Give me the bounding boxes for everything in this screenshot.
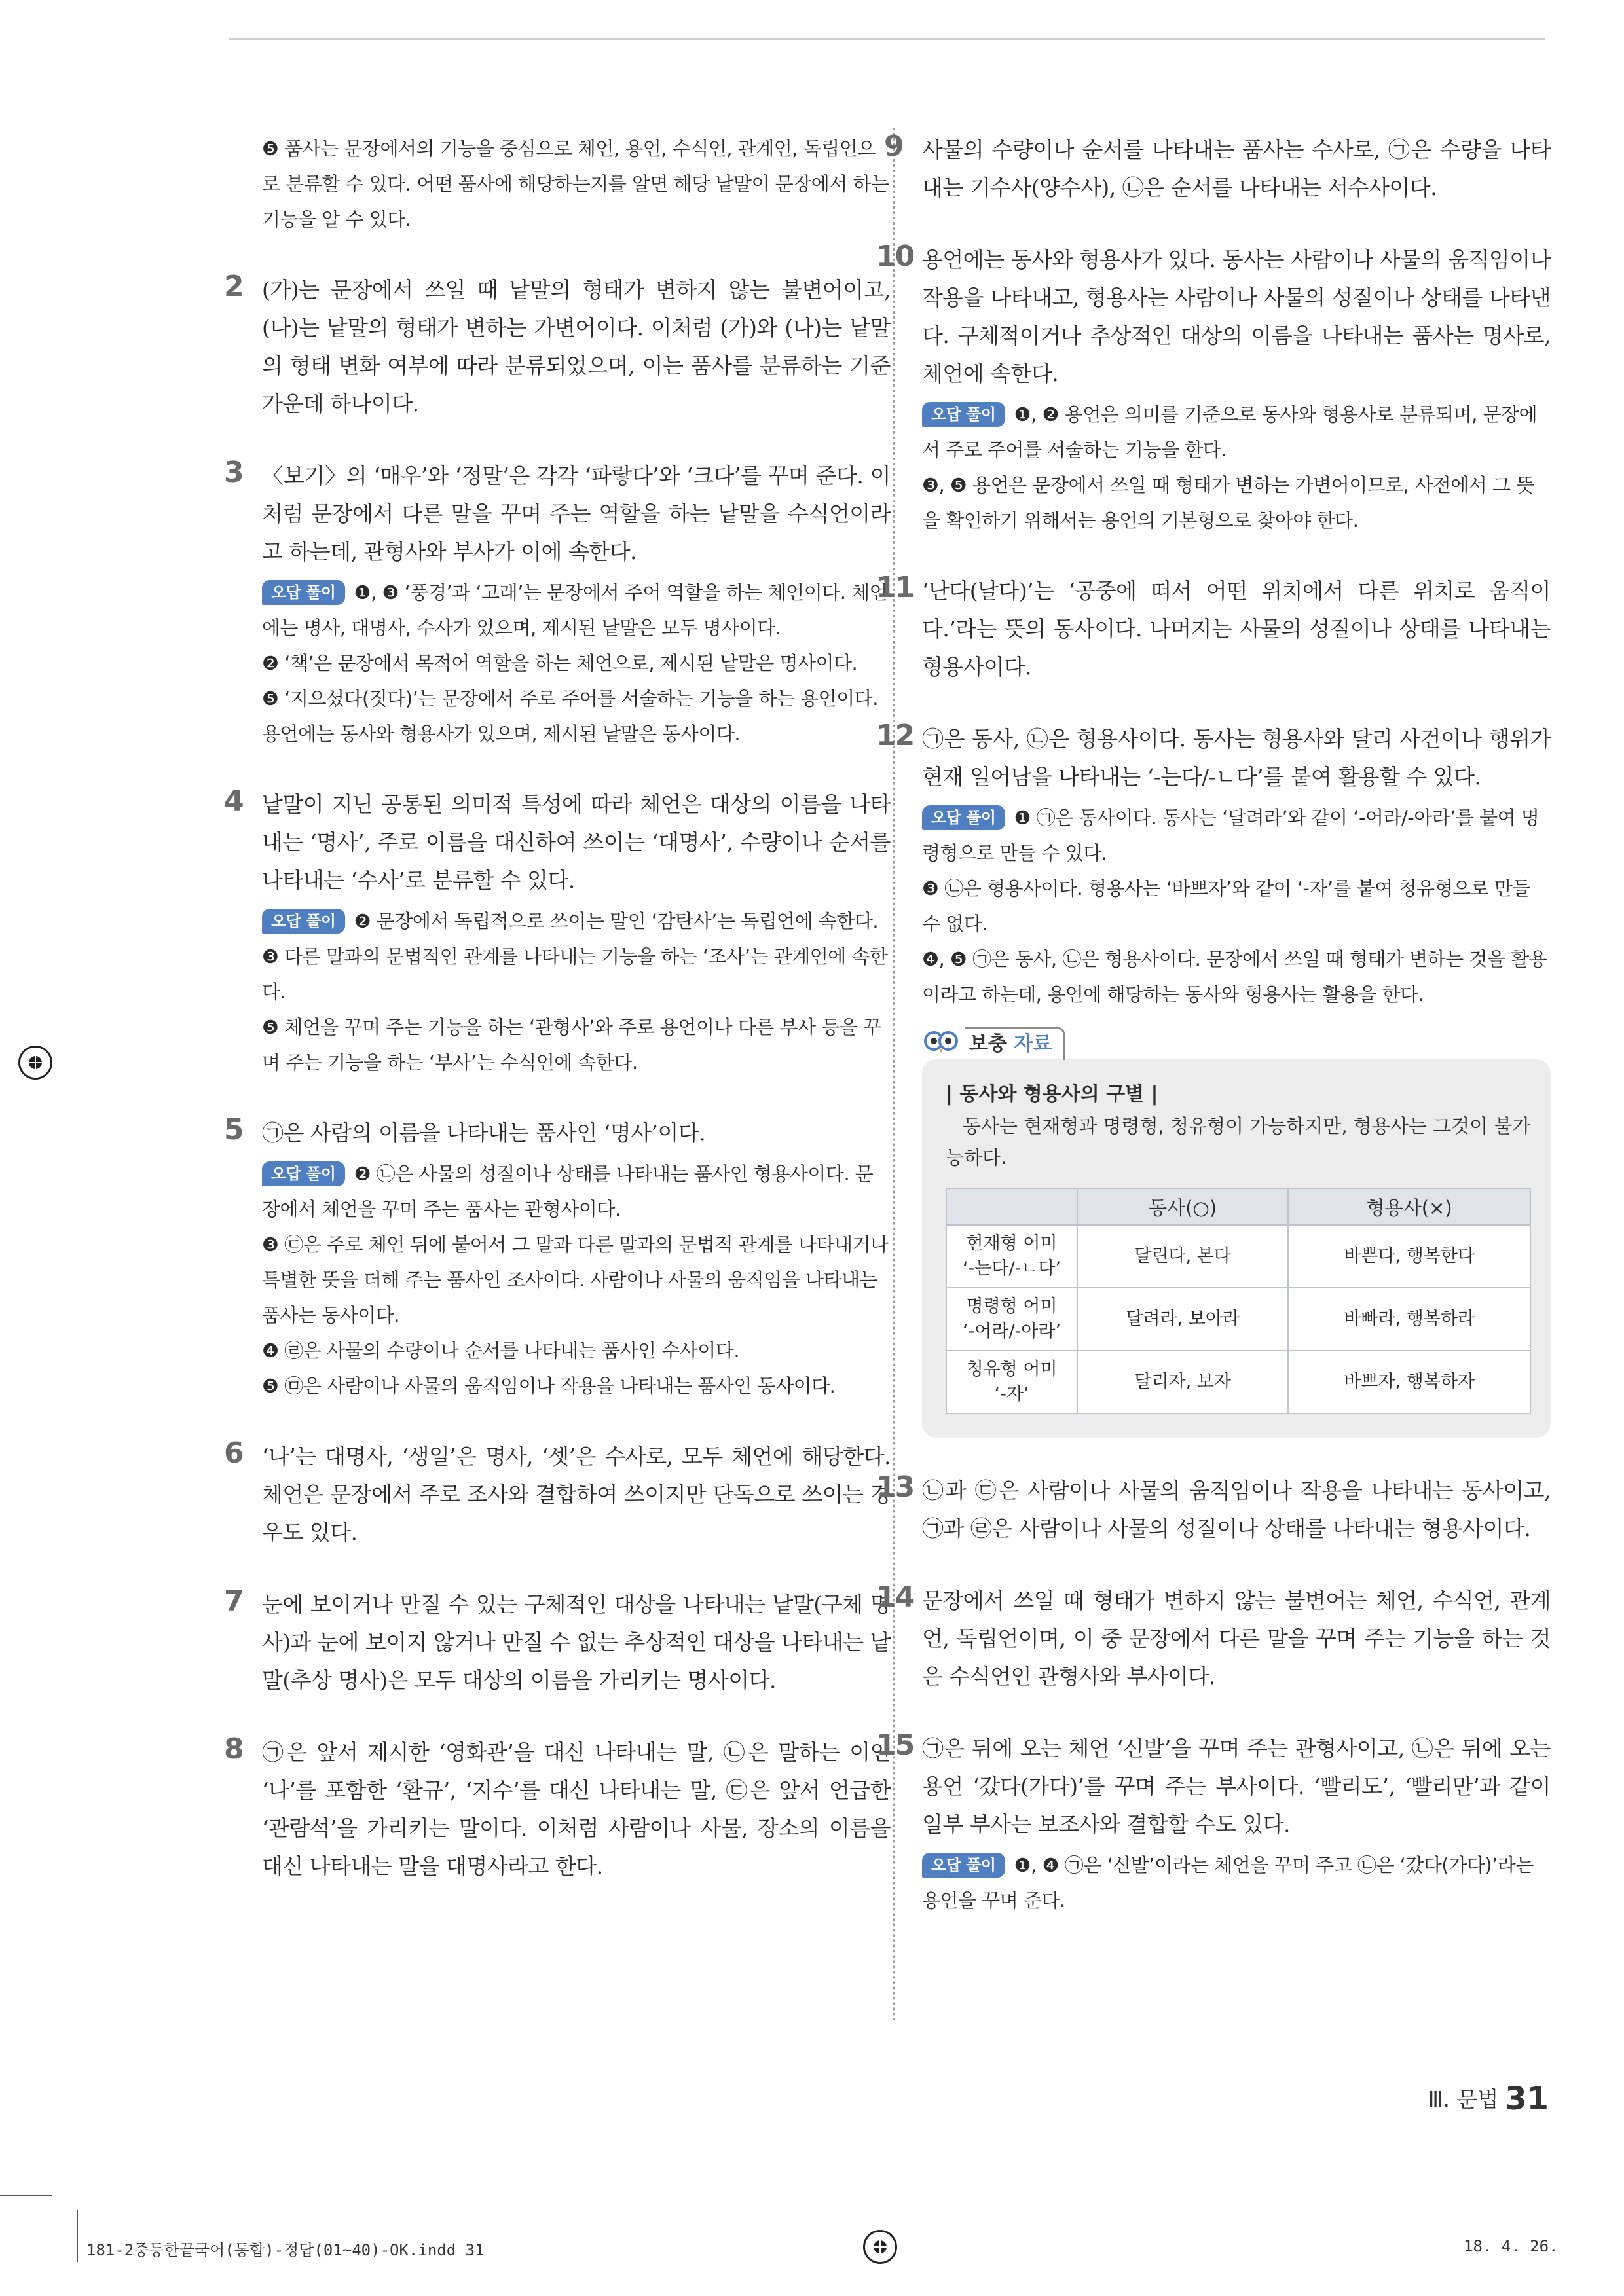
question-explanation: ㉠은 앞서 제시한 ‘영화관’을 대신 나타내는 말, ㉡은 말하는 이인 ‘나’를 포함한 ‘환규’, ‘지수’를 대신 나타내는 말, ㉢은 앞서 언급한 ‘관람석’을 가리키는 말이다. 이처럼 사람이나 사물, 장소의 이름을 대신 나타내는 말을 대명사라고 한다. [262, 1740, 891, 1879]
comparison-table [946, 1188, 1531, 1414]
row-header: 명령형 어미 ‘-어라/-아라’ [946, 1288, 1077, 1351]
question-2 [224, 270, 891, 423]
note-line: ❶ ㉠은 동사이다. 동사는 ‘달려라’와 같이 ‘-어라/-아라’를 붙여 명령형으로 만들 수 있다. [922, 807, 1540, 864]
note-line: ❶, ❷ 용언은 의미를 기준으로 동사와 형용사로 분류되며, 문장에서 주로 주어를 서술하는 기능을 한다. [922, 403, 1538, 461]
intro-answer: ❺ 품사는 문장에서의 기능을 중심으로 체언, 용언, 수식언, 관계언, 독립언으로 분류할 수 있다. 어떤 품사에 해당하는지를 알면 해당 낱말이 문장에서 하는 기능을 알 수 있다. [262, 137, 889, 230]
wrong-answer-badge: 오답 풀이 [922, 1853, 1005, 1878]
question-6 [224, 1436, 891, 1552]
question-number: 4 [224, 784, 243, 818]
table-cell: 달려라, 보아라 [1077, 1288, 1288, 1351]
question-explanation: 낱말이 지닌 공통된 의미적 특성에 따라 체언은 대상의 이름을 나타내는 ‘명사’, 주로 이름을 대신하여 쓰이는 ‘대명사’, 수량이나 순서를 나타내는 ‘수사’로 분류할 수 있다. [262, 792, 891, 893]
left-column [224, 131, 891, 1920]
right-column [876, 130, 1551, 1952]
wrong-answer-badge: 오답 풀이 [922, 805, 1005, 830]
question-number: 10 [876, 240, 914, 273]
row-header: 현재형 어미 ‘-는다/-ㄴ다’ [946, 1225, 1077, 1288]
note-line: ❺ ‘지으셨다(짓다)’는 문장에서 주로 주어를 서술하는 기능을 하는 용언이다. 용언에는 동사와 형용사가 있으며, 제시된 낱말은 동사이다. [262, 687, 878, 745]
question-number: 11 [876, 571, 914, 604]
note-line: ❷ ‘책’은 문장에서 목적어 역할을 하는 체언으로, 제시된 낱말은 명사이다. [262, 652, 858, 674]
supplement-tab [922, 1025, 1551, 1059]
note-line: ❷ 문장에서 독립적으로 쓰이는 말인 ‘감탄사’는 독립언에 속한다. [354, 910, 879, 932]
note-line: ❹ ㉣은 사물의 수량이나 순서를 나타내는 품사인 수사이다. [262, 1339, 740, 1362]
question-number: 8 [224, 1732, 243, 1766]
table-row [946, 1225, 1530, 1288]
question-11 [876, 571, 1551, 686]
question-15 [876, 1728, 1551, 1918]
top-rule [229, 38, 1545, 40]
table-cell: 바쁜다, 행복한다 [1288, 1225, 1530, 1288]
table-cell: 달리자, 보자 [1077, 1351, 1288, 1413]
table-corner [946, 1188, 1077, 1225]
note-line: ❸ 다른 말과의 문법적인 관계를 나타내는 기능을 하는 ‘조사’는 관계언에 속한다. [262, 945, 888, 1003]
column-header: 동사(○) [1077, 1188, 1288, 1225]
question-number: 5 [224, 1113, 243, 1146]
crop-mark [77, 2210, 78, 2262]
question-number: 9 [884, 130, 903, 163]
print-date: 18. 4. 26. [1464, 2237, 1559, 2255]
note-line: ❶, ❹ ㉠은 ‘신발’이라는 체언을 꾸며 주고 ㉡은 ‘갔다(가다)’라는 용언을 꾸며 준다. [922, 1854, 1534, 1912]
supplement-box [922, 1059, 1551, 1438]
wrong-answer-notes [922, 397, 1551, 538]
page-number: 31 [1505, 2081, 1549, 2117]
question-number: 14 [876, 1580, 914, 1614]
supplement-label: 보충 자료 [965, 1027, 1065, 1060]
question-7 [224, 1584, 891, 1700]
question-explanation: 〈보기〉의 ‘매우’와 ‘정말’은 각각 ‘파랗다’와 ‘크다’를 꾸며 준다. 이처럼 문장에서 다른 말을 꾸며 주는 역할을 하는 낱말을 수식언이라고 하는데, 관형사와 부사가 이에 속한다. [262, 463, 891, 564]
column-header: 형용사(×) [1288, 1188, 1530, 1225]
row-header: 청유형 어미 ‘-자’ [946, 1351, 1077, 1413]
question-number: 13 [876, 1470, 914, 1504]
table-row [946, 1288, 1530, 1351]
question-explanation: 눈에 보이거나 만질 수 있는 구체적인 대상을 나타내는 낱말(구체 명사)과 눈에 보이지 않거나 만질 수 없는 추상적인 대상을 나타내는 낱말(추상 명사)은 모두 대상의 이름을 가리키는 명사이다. [262, 1592, 891, 1693]
question-4 [224, 784, 891, 1080]
note-line: ❸ ㉢은 주로 체언 뒤에 붙어서 그 말과 다른 말과의 문법적 관계를 나타내거나 특별한 뜻을 더해 주는 품사인 조사이다. 사람이나 사물의 움직임을 나타내는 품사는 동사이다. [262, 1233, 889, 1326]
question-explanation: ㉠은 사람의 이름을 나타내는 품사인 ‘명사’이다. [262, 1120, 706, 1146]
file-slug: 181-2중등한끝국어(통합)-정답(01~40)-OK.indd 31 [86, 2241, 485, 2259]
table-cell: 달린다, 본다 [1077, 1225, 1288, 1288]
note-line: ❹, ❺ ㉠은 동사, ㉡은 형용사이다. 문장에서 쓰일 때 형태가 변하는 것을 활용이라고 하는데, 용언에 해당하는 동사와 형용사는 활용을 한다. [922, 948, 1547, 1006]
question-explanation: ‘나’는 대명사, ‘생일’은 명사, ‘셋’은 수사로, 모두 체언에 해당한다. 체언은 문장에서 주로 조사와 결합하여 쓰이지만 단독으로 쓰이는 경우도 있다. [262, 1444, 891, 1545]
note-line: ❸ ㉡은 형용사이다. 형용사는 ‘바쁘자’와 같이 ‘-자’를 붙여 청유형으로 만들 수 없다. [922, 877, 1530, 935]
question-explanation: 용언에는 동사와 형용사가 있다. 동사는 사람이나 사물의 움직임이나 작용을 나타내고, 형용사는 사람이나 사물의 성질이나 상태를 나타낸다. 구체적이거나 추상적인 대상의 이름을 나타내는 품사는 명사로, 체언에 속한다. [922, 247, 1551, 386]
wrong-answer-notes [262, 1156, 891, 1404]
question-explanation: ‘난다(날다)’는 ‘공중에 떠서 어떤 위치에서 다른 위치로 움직이다.’라는 뜻의 동사이다. 나머지는 사물의 성질이나 상태를 나타내는 형용사이다. [922, 578, 1551, 680]
question-number: 15 [876, 1728, 914, 1762]
note-line: ❺ ㉤은 사람이나 사물의 움직임이나 작용을 나타내는 품사인 동사이다. [262, 1375, 836, 1397]
question-number: 2 [224, 270, 243, 303]
question-explanation: (가)는 문장에서 쓰일 때 낱말의 형태가 변하지 않는 불변어이고, (나)는 낱말의 형태가 변하는 가변어이다. 이처럼 (가)와 (나)는 낱말의 형태 변화 여부에 따라 분류되었으며, 이는 품사를 분류하는 기준 가운데 하나이다. [262, 277, 891, 416]
question-9 [884, 130, 1551, 207]
question-explanation: ㉡과 ㉢은 사람이나 사물의 움직임이나 작용을 나타내는 동사이고, ㉠과 ㉣은 사람이나 사물의 성질이나 상태를 나타내는 형용사이다. [922, 1478, 1551, 1541]
question-explanation: ㉠은 동사, ㉡은 형용사이다. 동사는 형용사와 달리 사건이나 행위가 현재 일어남을 나타내는 ‘-는다/-ㄴ다’를 붙여 활용할 수 있다. [922, 726, 1551, 790]
question-number: 7 [224, 1584, 243, 1618]
wrong-answer-notes [262, 903, 891, 1080]
question-explanation: ㉠은 뒤에 오는 체언 ‘신발’을 꾸며 주는 관형사이고, ㉡은 뒤에 오는 용언 ‘갔다(가다)’를 꾸며 주는 부사이다. ‘빨리도’, ‘빨리만’과 같이 일부 부사는 보조사와 결합할 수도 있다. [922, 1736, 1551, 1837]
question-number: 12 [876, 719, 914, 752]
supplement-body: 동사는 현재형과 명령형, 청유형이 가능하지만, 형용사는 그것이 불가능하다. [946, 1115, 1531, 1169]
question-8 [224, 1732, 891, 1886]
section-label: Ⅲ. 문법 [1428, 2086, 1499, 2112]
question-explanation: 문장에서 쓰일 때 형태가 변하지 않는 불변어는 체언, 수식언, 관계언, 독립언이며, 이 중 문장에서 다른 말을 꾸며 주는 기능을 하는 것은 수식언인 관형사와 부사이다. [922, 1588, 1551, 1689]
supplement-title: | 동사와 형용사의 구별 | [946, 1083, 1158, 1106]
table-cell: 바쁘자, 행복하자 [1288, 1351, 1530, 1413]
note-line: ❺ 체언을 꾸며 주는 기능을 하는 ‘관형사’와 주로 용언이나 다른 부사 등을 꾸며 주는 기능을 하는 ‘부사’는 수식언에 속한다. [262, 1016, 881, 1074]
wrong-answer-badge: 오답 풀이 [262, 1161, 345, 1186]
registration-mark-icon [863, 2230, 897, 2264]
question-number: 3 [224, 456, 243, 489]
table-header-row [946, 1188, 1530, 1225]
note-line: ❷ ㉡은 사물의 성질이나 상태를 나타내는 품사인 형용사이다. 문장에서 체언을 꾸며 주는 품사는 관형사이다. [262, 1163, 874, 1220]
note-line: ❸, ❺ 용언은 문장에서 쓰일 때 형태가 변하는 가변어이므로, 사전에서 그 뜻을 확인하기 위해서는 용언의 기본형으로 찾아야 한다. [922, 474, 1534, 532]
wrong-answer-badge: 오답 풀이 [262, 909, 345, 934]
table-row [946, 1351, 1530, 1413]
wrong-answer-notes [922, 1848, 1551, 1918]
wrong-answer-notes [922, 800, 1551, 1012]
wrong-answer-badge: 오답 풀이 [262, 580, 345, 605]
page-footer [1428, 2081, 1549, 2117]
question-10 [876, 240, 1551, 538]
question-14 [876, 1580, 1551, 1696]
table-cell: 바빠라, 행복하라 [1288, 1288, 1530, 1351]
registration-mark-icon [18, 1046, 52, 1080]
question-3 [224, 456, 891, 752]
owl-icon [922, 1025, 960, 1057]
wrong-answer-badge: 오답 풀이 [922, 402, 1005, 427]
question-explanation: 사물의 수량이나 순서를 나타내는 품사는 수사로, ㉠은 수량을 나타내는 기수사(양수사), ㉡은 순서를 나타내는 서수사이다. [922, 137, 1551, 200]
crop-mark [0, 2195, 52, 2196]
wrong-answer-notes [262, 575, 891, 752]
question-number: 6 [224, 1436, 243, 1470]
question-5 [224, 1113, 891, 1404]
question-12 [876, 719, 1551, 1012]
question-13 [876, 1470, 1551, 1548]
note-line: ❶, ❸ ‘풍경’과 ‘고래’는 문장에서 주어 역할을 하는 체언이다. 체언에는 명사, 대명사, 수사가 있으며, 제시된 낱말은 모두 명사이다. [262, 581, 888, 639]
